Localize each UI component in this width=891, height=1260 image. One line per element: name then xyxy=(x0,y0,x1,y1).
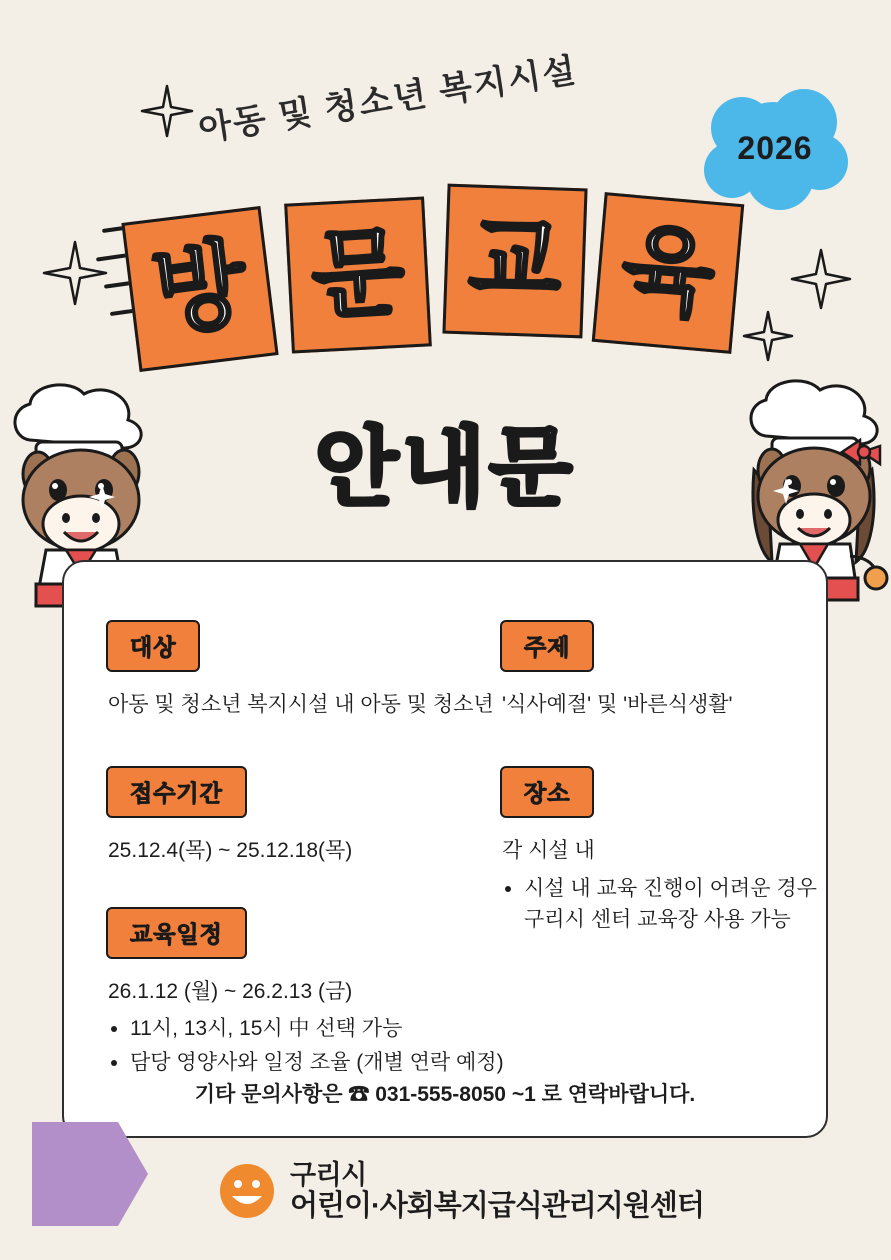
section-place xyxy=(500,766,820,935)
section-application-period xyxy=(106,766,526,866)
poster-title xyxy=(120,178,770,378)
section-text-place: 각 시설 내 xyxy=(502,839,595,863)
center-logo xyxy=(218,1160,704,1223)
section-text-target: 아동 및 청소년 복지시설 내 아동 및 청소년 xyxy=(108,693,494,716)
section-label-target: 대상 xyxy=(106,620,200,672)
section-bullets-place xyxy=(500,873,820,936)
list-item: • 11시, 13시, 15시 中 선택 가능 xyxy=(130,1013,526,1045)
list-item: • 시설 내 교육 진행이 어려운 경우 구리시 센터 교육장 사용 가능 xyxy=(524,873,820,936)
section-text-application-period: 25.12.4(목) ~ 25.12.18(목) xyxy=(108,839,353,863)
logo-line-1: 구리시 xyxy=(290,1160,367,1190)
title-tile: 교 xyxy=(442,184,587,339)
poster-subtitle: 안내문 xyxy=(314,420,577,516)
smile-logo-icon xyxy=(218,1162,276,1220)
info-column-right xyxy=(500,620,820,962)
info-column-left xyxy=(106,620,526,1104)
title-tile: 방 xyxy=(121,206,278,372)
section-topic xyxy=(500,620,820,720)
logo-line-2: 어린이·사회복지급식관리지원센터 xyxy=(290,1190,704,1223)
section-text-schedule: 26.1.12 (월) ~ 26.2.13 (금) xyxy=(108,979,353,1003)
hexagon-decoration xyxy=(32,1122,152,1242)
section-schedule xyxy=(106,907,526,1078)
section-target xyxy=(106,620,526,720)
section-bullets-schedule xyxy=(106,1013,526,1078)
section-label-application-period: 접수기간 xyxy=(106,766,247,818)
year-badge-label: 2026 xyxy=(737,130,813,166)
section-label-schedule: 교육일정 xyxy=(106,907,247,959)
list-item: • 담당 영양사와 일정 조율 (개별 연락 예정) xyxy=(130,1047,526,1079)
contact-footnote: 기타 문의사항은 ☎ 031-555-8050 ~1 로 연락바랍니다. xyxy=(194,1083,696,1106)
sparkle-icon xyxy=(140,84,194,138)
info-card xyxy=(62,560,828,1138)
section-text-topic: '식사예절' 및 '바른식생활' xyxy=(502,693,733,716)
section-label-topic: 주제 xyxy=(500,620,594,672)
title-tile: 육 xyxy=(592,192,745,354)
logo-text xyxy=(290,1160,704,1223)
poster-kicker: 아동 및 청소년 복지시설 xyxy=(195,51,580,149)
sparkle-icon xyxy=(790,248,852,310)
title-tile: 문 xyxy=(284,196,432,353)
section-label-place: 장소 xyxy=(500,766,594,818)
